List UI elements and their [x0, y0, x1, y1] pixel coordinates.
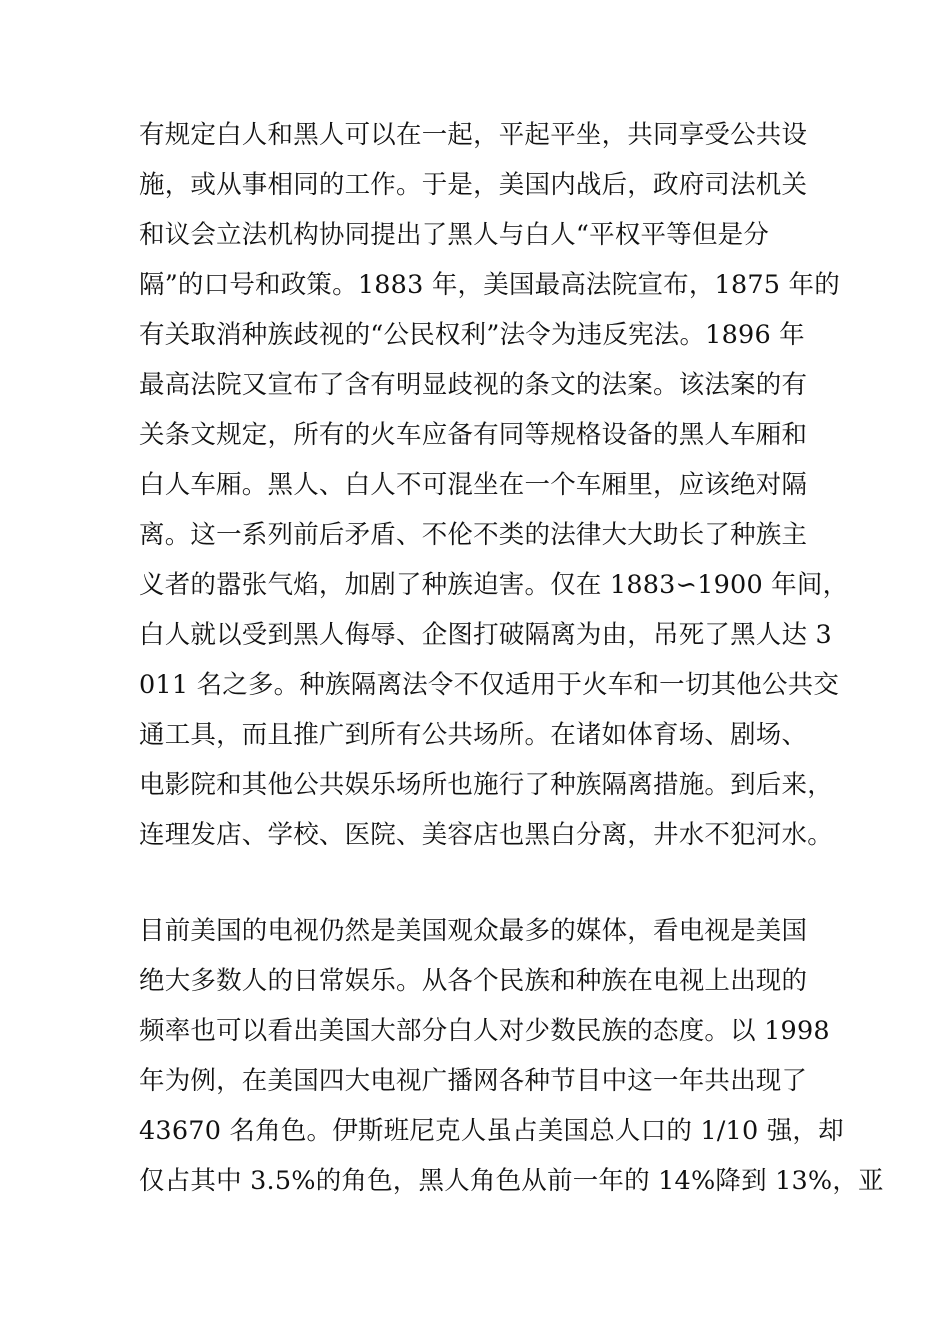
paragraph-line: 白人车厢。黑人、白人不可混坐在一个车厢里，应该绝对隔 [139, 470, 808, 500]
paragraph-line: 通工具，而且推广到所有公共场所。在诸如体育场、剧场、 [139, 720, 808, 750]
paragraph-line: 白人就以受到黑人侮辱、企图打破隔离为由，吊死了黑人达 3 [139, 620, 832, 650]
paragraph-line: 义者的嚣张气焰，加剧了种族迫害。仅在 1883∽1900 年间， [139, 570, 849, 600]
paragraph-line: 电影院和其他公共娱乐场所也施行了种族隔离措施。到后来， [139, 770, 833, 800]
paragraph-line: 关条文规定，所有的火车应备有同等规格设备的黑人车厢和 [139, 420, 808, 450]
paragraph-line: 43670 名角色。伊斯班尼克人虽占美国总人口的 1/10 强，却 [139, 1116, 844, 1146]
paragraph-line: 011 名之多。种族隔离法令不仅适用于火车和一切其他公共交 [139, 670, 840, 700]
paragraph-line: 连理发店、学校、医院、美容店也黑白分离，井水不犯河水。 [139, 820, 833, 850]
paragraph-line: 目前美国的电视仍然是美国观众最多的媒体，看电视是美国 [139, 916, 808, 946]
paragraph-line: 离。这一系列前后矛盾、不伦不类的法律大大助长了种族主 [139, 520, 808, 550]
paragraph-line: 频率也可以看出美国大部分白人对少数民族的态度。以 1998 [139, 1016, 830, 1046]
paragraph-line: 有关取消种族歧视的“公民权利”法令为违反宪法。1896 年 [139, 320, 805, 350]
paragraph-line: 施，或从事相同的工作。于是，美国内战后，政府司法机关 [139, 170, 808, 200]
paragraph-line: 绝大多数人的日常娱乐。从各个民族和种族在电视上出现的 [139, 966, 808, 996]
paragraph-line: 最高法院又宣布了含有明显歧视的条文的法案。该法案的有 [139, 370, 808, 400]
paragraph-line: 有规定白人和黑人可以在一起，平起平坐，共同享受公共设 [139, 120, 808, 150]
paragraph-line: 仅占其中 3.5%的角色，黑人角色从前一年的 14%降到 13%，亚 [139, 1166, 884, 1196]
paragraph-line: 隔”的口号和政策。1883 年，美国最高法院宣布，1875 年的 [139, 270, 840, 300]
paragraph-line: 年为例，在美国四大电视广播网各种节目中这一年共出现了 [139, 1066, 808, 1096]
paragraph-line: 和议会立法机构协同提出了黑人与白人“平权平等但是分 [139, 220, 770, 250]
